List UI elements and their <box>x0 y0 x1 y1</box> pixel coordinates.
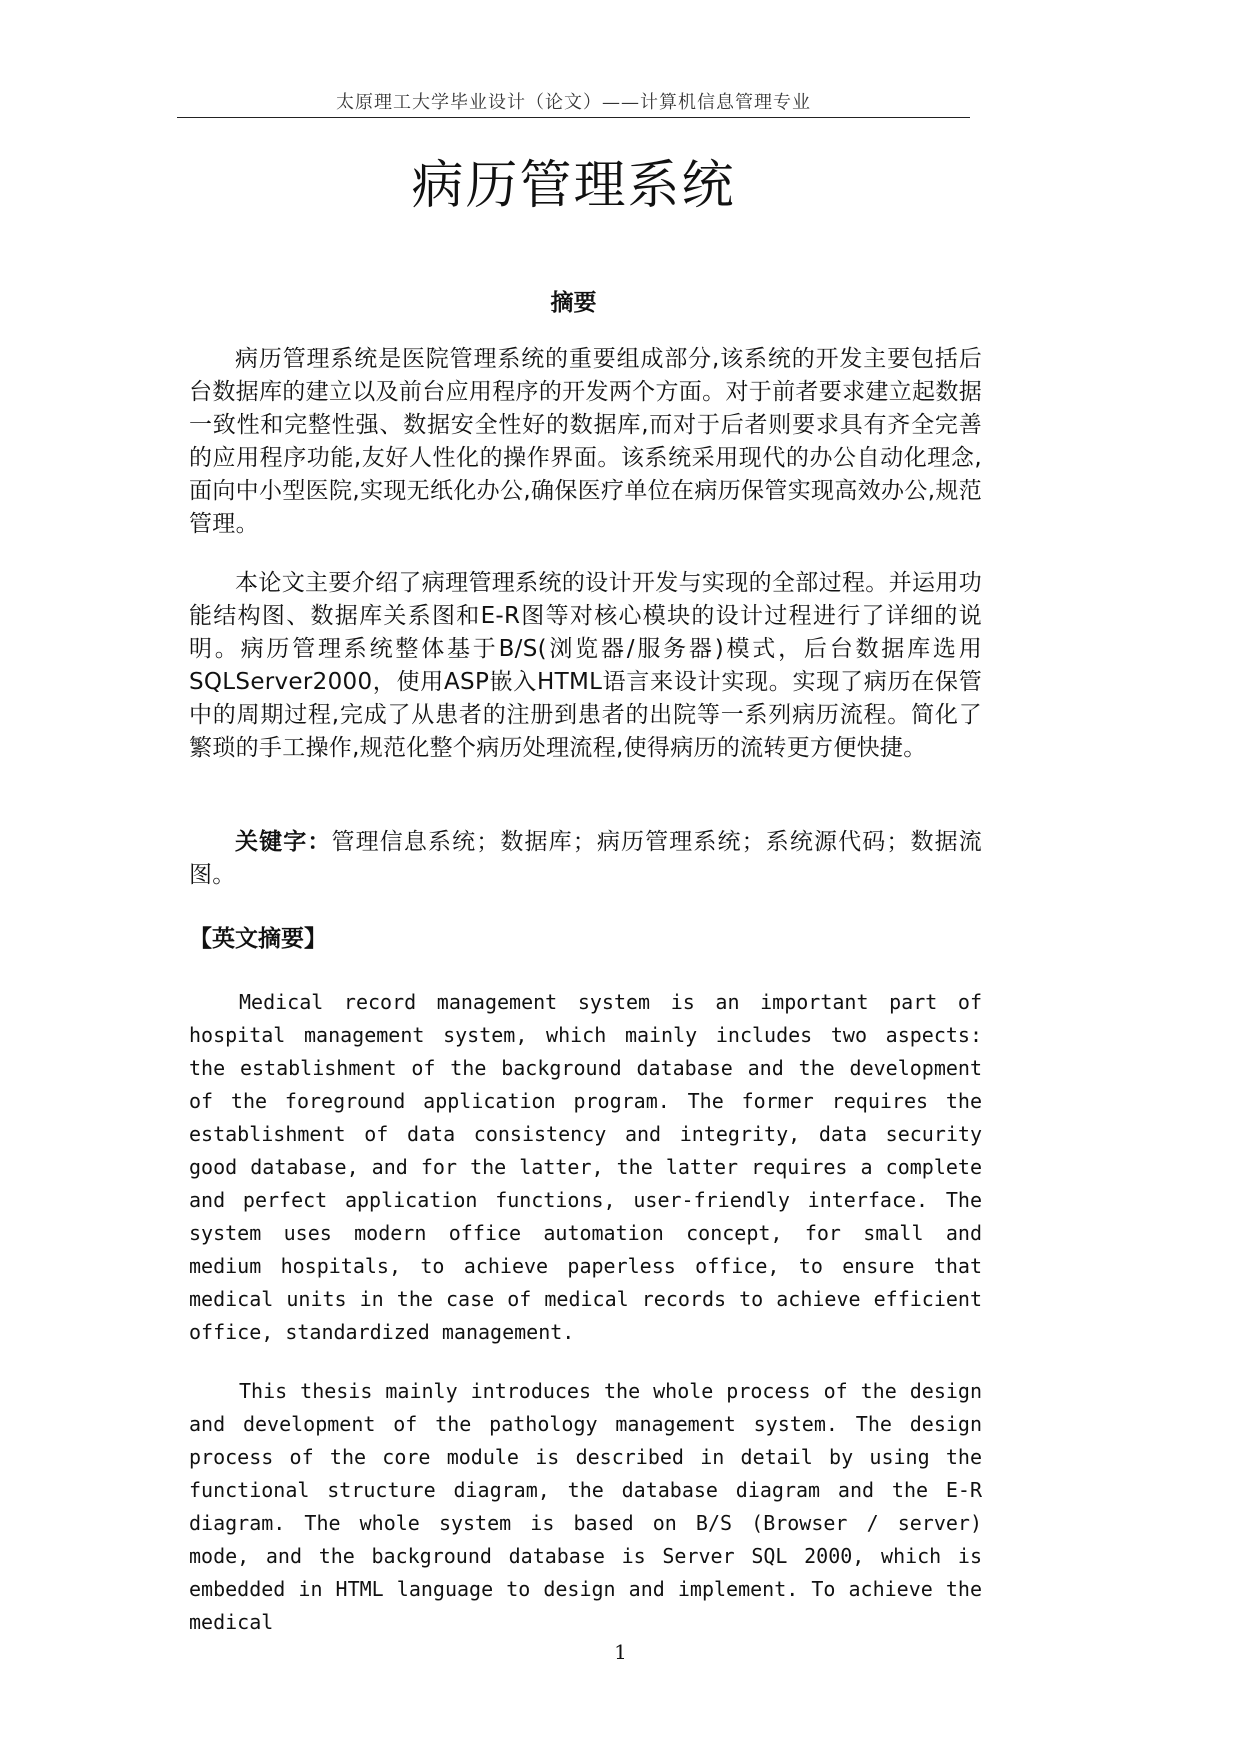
abstract-paragraph-1: 病历管理系统是医院管理系统的重要组成部分,该系统的开发主要包括后台数据库的建立以及前台应用程序的开发两个方面。对于前者要求建立起数据一致性和完整性强、数据安全性好的数据库,而对于后者则要求具有齐全完善的应用程序功能,友好人性化的操作界面。该系统采用现代的办公自动化理念,面向中小型医院,实现无纸化办公,确保医疗单位在病历保管实现高效办公,规范管理。 <box>189 346 982 537</box>
abstract-paragraph-2: 本论文主要介绍了病理管理系统的设计开发与实现的全部过程。并运用功能结构图、数据库关系图和E-R图等对核心模块的设计过程进行了详细的说明。病历管理系统整体基于B/S(浏览器/服务器)模式，后台数据库选用SQLServer2000，使用ASP嵌入HTML语言来设计实现。实现了病历在保管中的周期过程,完成了从患者的注册到患者的出院等一系列病历流程。简化了繁琐的手工操作,规范化整个病历处理流程,使得病历的流转更方便快捷。 <box>189 570 982 761</box>
english-paragraph-2: This thesis mainly introduces the whole process of the design and development of the pathology management system. The design process of the core module is described in detail by using the functional structure diagram, the database diagram and the E-R diagram. The whole system is based on B/S (Browser / server) mode, and the background database is Server SQL 2000, which is embedded in HTML language to design and implement. To achieve the medical <box>189 1379 982 1634</box>
english-paragraph-1: Medical record management system is an important part of hospital management system, which mainly includes two aspects: the establishment of the background database and the development of the foreground application program. The former requires the establishment of data consistency and integrity, data security good database, and for the latter, the latter requires a complete and perfect application functions, user-friendly interface. The system uses modern office automation concept, for small and medium hospitals, to achieve paperless office, to ensure that medical units in the case of medical records to achieve efficient office, standardized management. <box>189 990 982 1344</box>
header-divider <box>177 117 970 118</box>
running-header: 太原理工大学毕业设计（论文）——计算机信息管理专业 <box>336 92 811 113</box>
document-title: 病历管理系统 <box>411 156 736 216</box>
abstract-heading: 摘要 <box>550 290 597 316</box>
keywords-text: 管理信息系统；数据库；病历管理系统；系统源代码；数据流图。 <box>189 829 982 888</box>
page-number: 1 <box>614 1640 627 1664</box>
english-abstract-heading: 【英文摘要】 <box>189 926 327 952</box>
keywords-label: 关键字： <box>235 829 332 855</box>
keywords-line <box>189 826 982 892</box>
